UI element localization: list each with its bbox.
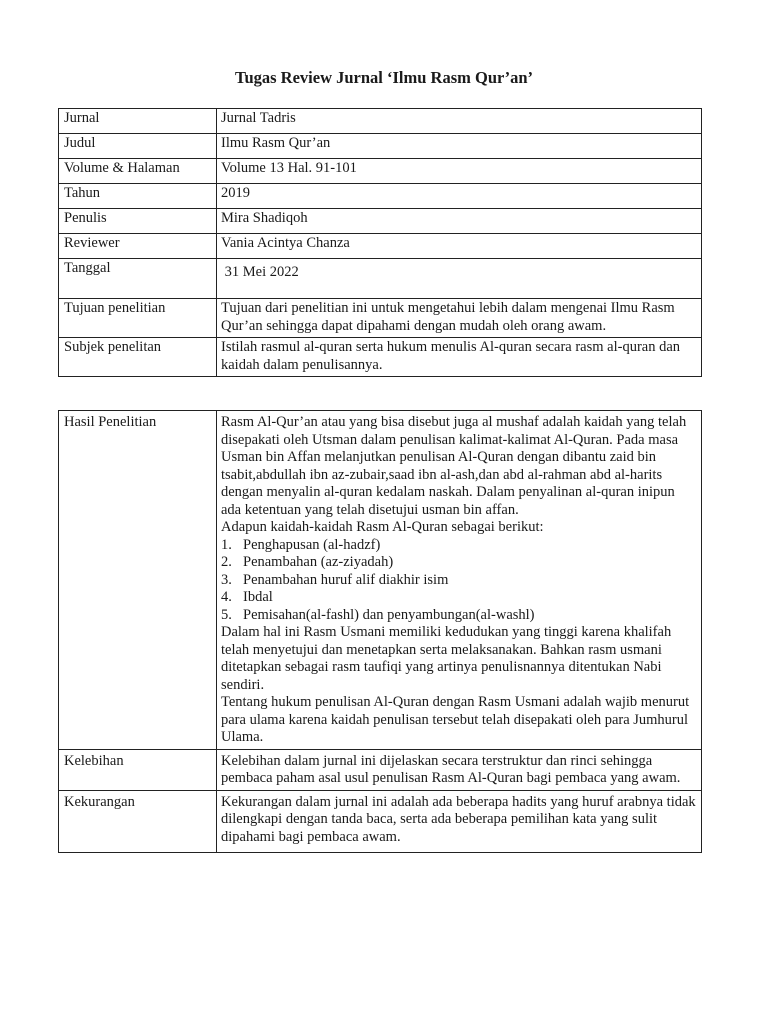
table-row	[59, 134, 702, 159]
info-value-jurnal: Jurnal Tadris	[217, 109, 702, 134]
list-item-number: 2.	[221, 554, 232, 570]
table-row	[59, 234, 702, 259]
info-value-reviewer: Vania Acintya Chanza	[217, 234, 702, 259]
review-label-kekurangan: Kekurangan	[59, 790, 217, 853]
review-label-kelebihan: Kelebihan	[59, 749, 217, 790]
info-value-tanggal	[217, 259, 702, 299]
info-label-volume: Volume & Halaman	[59, 159, 217, 184]
kaidah-list	[221, 537, 697, 625]
table-row	[59, 338, 702, 377]
review-label-hasil: Hasil Penelitian	[59, 411, 217, 750]
list-item-text: Pemisahan(al-fashl) dan penyambungan(al-washl)	[243, 606, 535, 623]
table-row	[59, 790, 702, 853]
info-value-subjek: Istilah rasmul al-quran serta hukum menulis Al-quran secara rasm al-quran dan kaidah dalam penulisannya.	[217, 338, 702, 377]
table-row	[59, 109, 702, 134]
list-item-text: Penghapusan (al-hadzf)	[243, 536, 381, 553]
journal-info-table	[58, 108, 702, 377]
info-value-judul: Ilmu Rasm Qur’an	[217, 134, 702, 159]
table-row	[59, 184, 702, 209]
table-row	[59, 259, 702, 299]
list-item-text: Ibdal	[243, 589, 273, 605]
info-label-tahun: Tahun	[59, 184, 217, 209]
info-value-tahun: 2019	[217, 184, 702, 209]
list-item	[221, 537, 697, 555]
table-row	[59, 749, 702, 790]
info-value-volume: Volume 13 Hal. 91-101	[217, 159, 702, 184]
list-item	[221, 554, 697, 572]
hasil-paragraph-3: Tentang hukum penulisan Al-Quran dengan Rasm Usmani adalah wajib menurut para ulama karena kaidah penulisan tersebut telah disepakati oleh para Jumhurul Ulama.	[221, 694, 690, 745]
list-item	[221, 589, 697, 607]
tanggal-text: 31 Mei 2022	[221, 264, 299, 280]
list-item	[221, 572, 697, 590]
page-title: Tugas Review Jurnal ‘Ilmu Rasm Qur’an’	[234, 68, 534, 87]
info-label-tujuan: Tujuan penelitian	[59, 299, 217, 338]
table-row	[59, 299, 702, 338]
list-item-number: 3.	[221, 571, 232, 588]
list-item-number: 4.	[221, 589, 232, 605]
review-value-kelebihan: Kelebihan dalam jurnal ini dijelaskan secara terstruktur dan rinci sehingga pembaca paham asal usul penulisan Rasm Al-Quran bagi pembaca yang awam.	[217, 749, 702, 790]
review-value-hasil	[217, 411, 702, 750]
info-value-tujuan: Tujuan dari penelitian ini untuk mengetahui lebih dalam mengenai Ilmu Rasm Qur’an sehingga dapat dipahami dengan mudah oleh orang awam.	[217, 299, 702, 338]
table-row	[59, 159, 702, 184]
info-label-jurnal: Jurnal	[59, 109, 217, 134]
info-label-penulis: Penulis	[59, 209, 217, 234]
hasil-list-intro: Adapun kaidah-kaidah Rasm Al-Quran sebagai berikut:	[221, 519, 544, 535]
hasil-paragraph-2: Dalam hal ini Rasm Usmani memiliki kedudukan yang tinggi karena khalifah telah menyetujui dan menetapkan serta melaksanakan. Bahkan rasm usmani ditetapkan sebagai rasm taufiqi yang artinya penulisnannya ditentukan Nabi sendiri.	[221, 624, 672, 693]
info-label-reviewer: Reviewer	[59, 234, 217, 259]
list-item-text: Penambahan (az-ziyadah)	[243, 554, 394, 570]
hasil-intro: Rasm Al-Qur’an atau yang bisa disebut juga al mushaf adalah kaidah yang telah disepakati oleh Utsman dalam penulisan kalimat-kalimat Al-Quran. Pada masa Usman bin Affan melanjutkan penulisan Al-Quran dengan dibantu zaid bin tsabit,abdullah ibn az-zubair,saad ibn al-ash,dan abd al-rahman abd al-harits dengan menyalin al-quran kedalam naskah. Dalam penyalinan al-quran inipun ada ketentuan yang telah disetujui usman bin affan.	[221, 414, 687, 518]
review-value-kekurangan: Kekurangan dalam jurnal ini adalah ada beberapa hadits yang huruf arabnya tidak dilengkapi dengan tanda baca, serta ada beberapa pemilihan kata yang sulit dipahami bagi pembaca awam.	[217, 790, 702, 853]
info-value-penulis: Mira Shadiqoh	[217, 209, 702, 234]
list-item-text: Penambahan huruf alif diakhir isim	[243, 571, 449, 588]
list-item-number: 1.	[221, 536, 232, 553]
table-row	[59, 411, 702, 750]
info-label-judul: Judul	[59, 134, 217, 159]
info-label-tanggal: Tanggal	[59, 259, 217, 299]
table-row	[59, 209, 702, 234]
info-label-subjek: Subjek penelitan	[59, 338, 217, 377]
list-item	[221, 607, 697, 625]
list-item-number: 5.	[221, 606, 232, 623]
review-table	[58, 410, 702, 853]
